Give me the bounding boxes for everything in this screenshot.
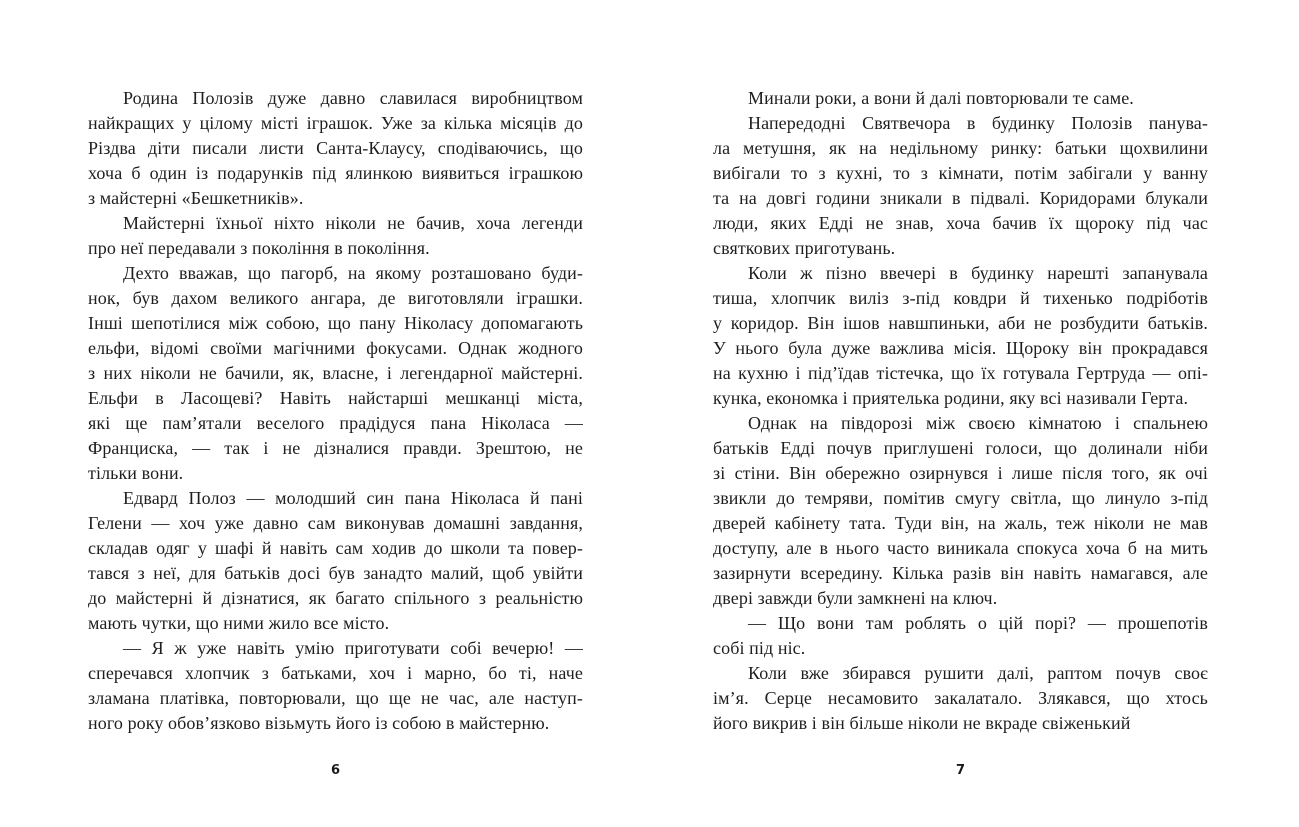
text-line: Гелени — хоч уже давно сам виконував домашні завдання, [88, 513, 583, 533]
text-line: Коли вже збирався рушити далі, раптом почув своє [748, 663, 1208, 683]
text-line: люди, яких Едді не знав, хоча бачив їх щороку під час [713, 213, 1208, 233]
text-line: святкових приготувань. [713, 238, 896, 258]
text-line: тався з неї, для батьків досі був занадто малий, щоб увійти [88, 563, 583, 583]
text-line: тиша, хлопчик виліз з-під ковдри й тихенько подріботів [713, 288, 1208, 308]
text-line: зазирнути всередину. Кілька разів він навіть намагався, але [713, 563, 1208, 583]
text-line: сперечався хлопчик з батьками, хоч і марно, бо ті, наче [88, 663, 583, 683]
text-line: дверей кабінету тата. Туди він, на жаль, теж ніколи не мав [713, 513, 1208, 533]
text-line: У нього була дуже важлива місія. Щороку він прокрадався [713, 338, 1208, 358]
text-line: Минали роки, а вони й далі повторювали те саме. [748, 88, 1134, 108]
text-line: Дехто вважав, що пагорб, на якому розташовано буди- [123, 263, 583, 283]
text-line: ельфи, відомі своїми магічними фокусами. Однак жодного [88, 338, 583, 358]
text-line: Едвард Полоз — молодший син пана Ніколаса й пані [123, 488, 583, 508]
text-line: Однак на півдорозі між своєю кімнатою і спальнею [748, 413, 1208, 433]
text-line: хоча б один із подарунків під ялинкою виявиться іграшкою [88, 163, 583, 183]
text-line: Інші шепотілися між собою, що пану Ніколасу допомагають [88, 313, 583, 333]
text-line: Коли ж пізно ввечері в будинку нарешті запанувала [748, 263, 1208, 283]
text-line: Напередодні Святвечора в будинку Полозів панува- [748, 113, 1208, 133]
text-line: батьків Едді почув приглушені голоси, що долинали ніби [713, 438, 1208, 458]
text-line: собі під ніс. [713, 638, 806, 658]
text-line: з майстерні «Бешкетників». [88, 188, 304, 208]
text-line: з них ніколи не бачили, як, власне, і легендарної майстерні. [88, 363, 583, 383]
text-line: Майстерні їхньої ніхто ніколи не бачив, хоча легенди [123, 213, 583, 233]
text-line: його викрив і він більше ніколи не вкраде свіженький [713, 713, 1131, 733]
text-line: у коридор. Він ішов навшпиньки, аби не розбудити батьків. [713, 313, 1208, 333]
text-line: — Що вони там роблять о цій порі? — прошепотів [748, 613, 1208, 633]
text-line: та на довгі години зникали в підвалі. Коридорами блукали [713, 188, 1208, 208]
page-number-left: 6 [330, 763, 341, 778]
text-line: двері завжди були замкнені на ключ. [713, 588, 998, 608]
text-line: нок, був дахом великого ангара, де виготовляли іграшки. [88, 288, 583, 308]
text-line: вибігали то з кухні, то з кімнати, потім забігали у ванну [713, 163, 1208, 183]
text-line: тільки вони. [88, 463, 184, 483]
page-right-text-block [713, 86, 1208, 736]
text-line: ім’я. Серце несамовито закалатало. Злякався, що хтось [713, 688, 1208, 708]
text-line: мають чутки, що ними жило все місто. [88, 613, 390, 633]
page-left-text-block [88, 86, 583, 736]
page-number-right: 7 [955, 763, 966, 778]
text-line: Різдва діти писали листи Санта-Клаусу, сподіваючись, що [88, 138, 583, 158]
text-line: Родина Полозів дуже давно славилася виробництвом [123, 88, 583, 108]
text-line: Франциска, — так і не дізналися правди. Зрештою, не [88, 438, 583, 458]
text-line: — Я ж уже навіть умію приготувати собі вечерю! — [123, 638, 583, 658]
text-line: складав одяг у шафі й навіть сам ходив до школи та повер- [88, 538, 583, 558]
text-line: які ще пам’ятали веселого прадідуся пана Ніколаса — [88, 413, 583, 433]
text-line: доступу, але в нього часто виникала спокуса хоча б на мить [713, 538, 1208, 558]
text-line: ла метушня, як на недільному ринку: батьки щохвилини [713, 138, 1208, 158]
text-line: ного року обов’язково візьмуть його із собою в майстерню. [88, 713, 550, 733]
text-line: звикли до темряви, помітив смугу світла, що линуло з-під [713, 488, 1208, 508]
text-line: найкращих у цілому місті іграшок. Уже за кілька місяців до [88, 113, 583, 133]
text-line: кунка, економка і приятелька родини, яку всі називали Герта. [713, 388, 1189, 408]
text-line: зламана платівка, повторювали, що ще не час, але наступ- [88, 688, 583, 708]
text-line: про неї передавали з покоління в покоління. [88, 238, 430, 258]
text-line: зі стіни. Він обережно озирнувся і лише після того, як очі [713, 463, 1208, 483]
text-line: на кухню і під’їдав тістечка, що їх готувала Гертруда — опі- [713, 363, 1208, 383]
text-line: до майстерні й дізнатися, як багато спільного з реальністю [88, 588, 583, 608]
text-line: Ельфи в Ласощеві? Навіть найстарші мешканці міста, [88, 388, 583, 408]
